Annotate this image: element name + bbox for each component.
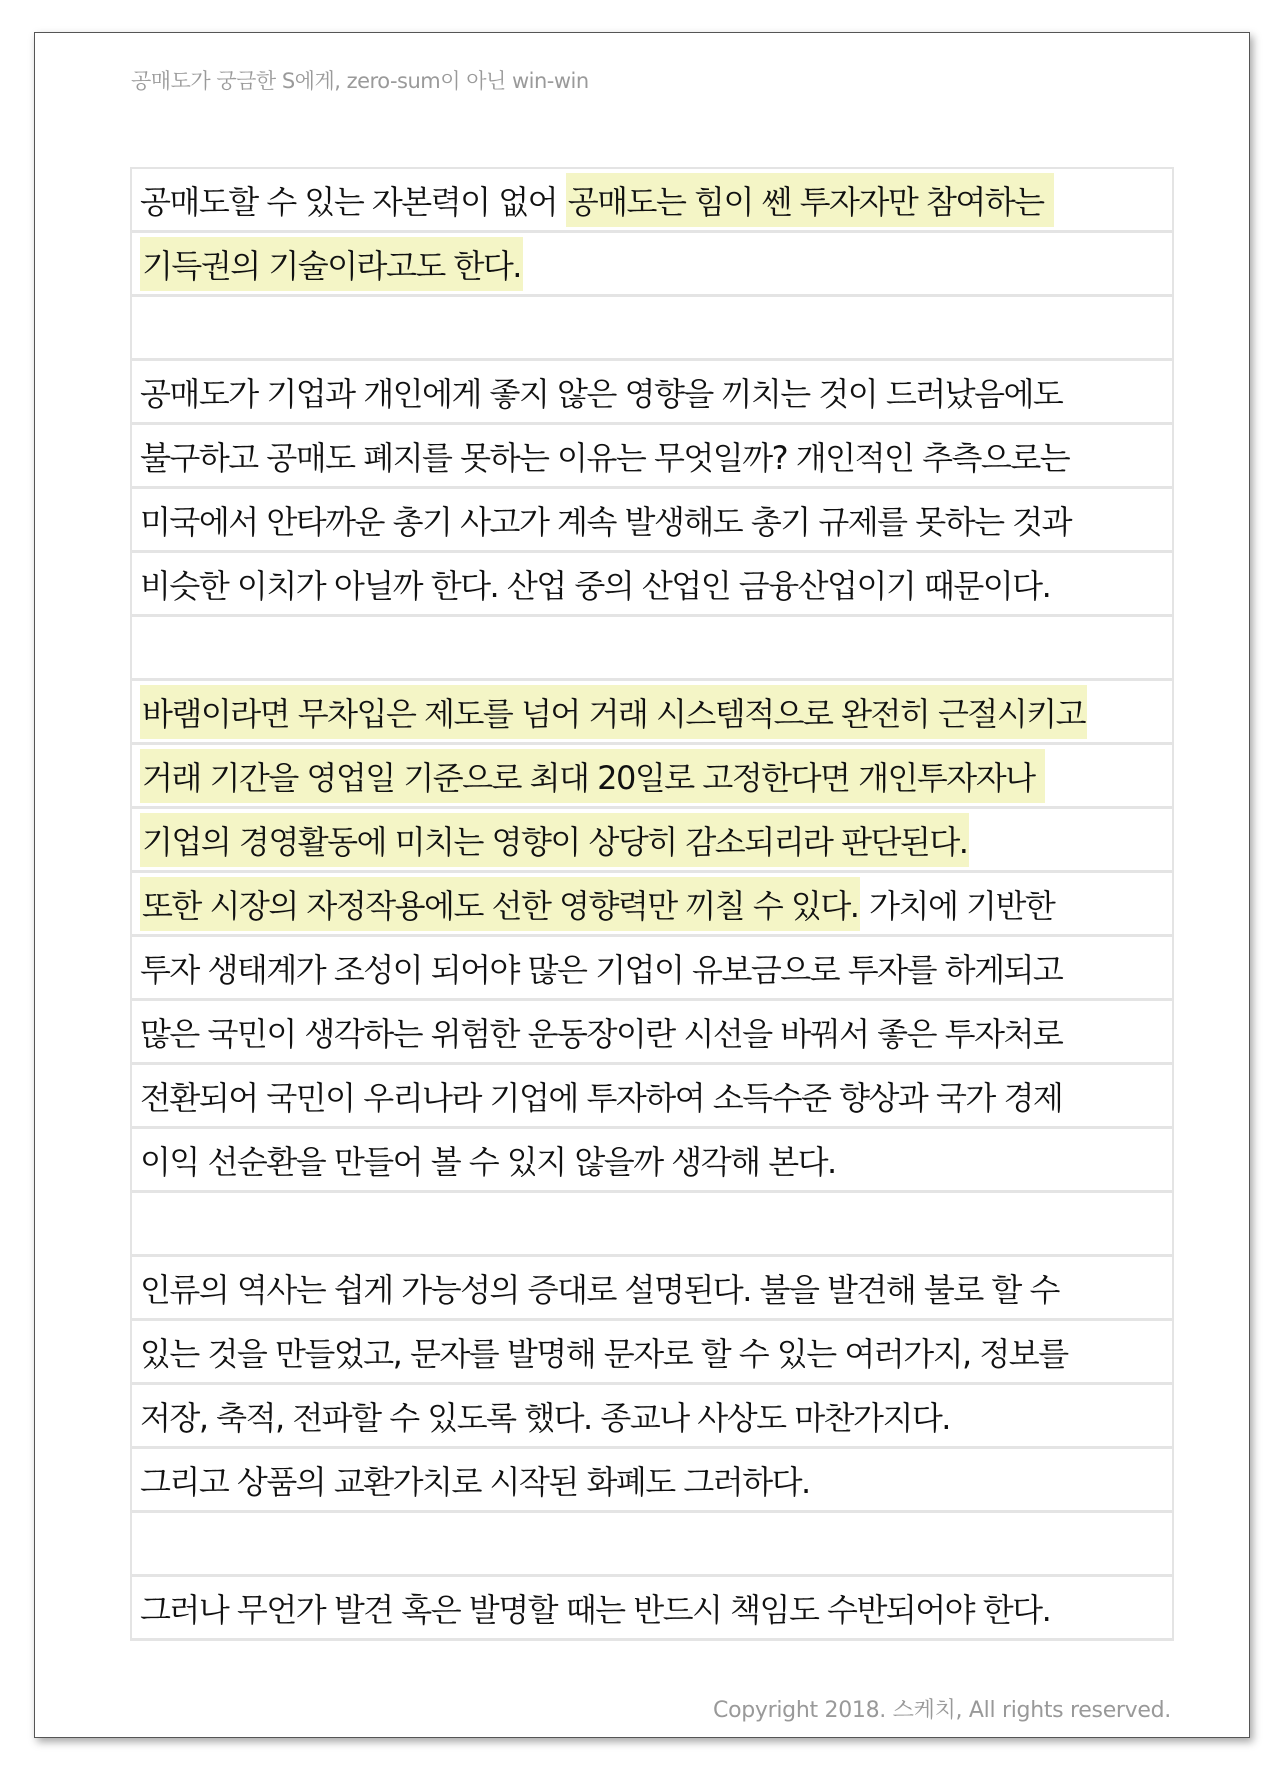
highlighted-text: 거래 기간을 영업일 기준으로 최대 20일로 고정한다면 개인투자자나 <box>140 749 1045 803</box>
text-row <box>132 1065 1172 1129</box>
body-text: 많은 국민이 생각하는 위험한 운동장이란 시선을 바꿔서 좋은 투자처로 <box>140 1014 1063 1053</box>
blank-row <box>132 1193 1172 1257</box>
text-row <box>132 169 1172 233</box>
body-text: 그리고 상품의 교환가치로 시작된 화폐도 그러하다. <box>140 1462 810 1501</box>
body-text: 공매도가 기업과 개인에게 좋지 않은 영향을 끼치는 것이 드러났음에도 <box>140 374 1063 413</box>
blank-row <box>132 1513 1172 1577</box>
blank-row <box>132 617 1172 681</box>
body-text: 미국에서 안타까운 총기 사고가 계속 발생해도 총기 규제를 못하는 것과 <box>140 502 1071 541</box>
highlighted-text: 기업의 경영활동에 미치는 영향이 상당히 감소되리라 판단된다. <box>140 813 969 867</box>
text-row <box>132 873 1172 937</box>
text-row <box>132 233 1172 297</box>
text-row <box>132 1577 1172 1641</box>
body-text: 인류의 역사는 쉽게 가능성의 증대로 설명된다. 불을 발견해 불로 할 수 <box>140 1270 1059 1309</box>
body-text: 투자 생태계가 조성이 되어야 많은 기업이 유보금으로 투자를 하게되고 <box>140 950 1063 989</box>
body-text: 전환되어 국민이 우리나라 기업에 투자하여 소득수준 향상과 국가 경제 <box>140 1078 1063 1117</box>
text-row <box>132 745 1172 809</box>
text-row <box>132 553 1172 617</box>
text-row <box>132 361 1172 425</box>
text-row <box>132 1129 1172 1193</box>
body-text: 가치에 기반한 <box>860 886 1055 925</box>
text-row <box>132 809 1172 873</box>
highlighted-text: 또한 시장의 자정작용에도 선한 영향력만 끼칠 수 있다. <box>140 877 860 931</box>
document-title: 공매도가 궁금한 S에게, zero-sum이 아닌 win-win <box>131 69 589 93</box>
highlighted-text: 바램이라면 무차입은 제도를 넘어 거래 시스템적으로 완전히 근절시키고 <box>140 685 1087 739</box>
highlighted-text: 공매도는 힘이 쎈 투자자만 참여하는 <box>566 173 1055 227</box>
body-text: 그러나 무언가 발견 혹은 발명할 때는 반드시 책임도 수반되어야 한다. <box>140 1590 1051 1629</box>
body-text: 공매도할 수 있는 자본력이 없어 <box>140 182 566 221</box>
text-row <box>132 489 1172 553</box>
body-text: 비슷한 이치가 아닐까 한다. 산업 중의 산업인 금융산업이기 때문이다. <box>140 566 1051 605</box>
body-text: 이익 선순환을 만들어 볼 수 있지 않을까 생각해 본다. <box>140 1142 836 1181</box>
body-text: 저장, 축적, 전파할 수 있도록 했다. 종교나 사상도 마찬가지다. <box>140 1398 950 1437</box>
text-row <box>132 1001 1172 1065</box>
text-row <box>132 937 1172 1001</box>
text-row <box>132 1257 1172 1321</box>
blank-row <box>132 297 1172 361</box>
text-table <box>130 167 1174 1641</box>
document-page <box>34 32 1250 1738</box>
text-row <box>132 425 1172 489</box>
text-row <box>132 1449 1172 1513</box>
text-row <box>132 681 1172 745</box>
copyright-notice: Copyright 2018. 스케치, All rights reserved. <box>713 1698 1171 1723</box>
text-row <box>132 1385 1172 1449</box>
body-text: 불구하고 공매도 폐지를 못하는 이유는 무엇일까? 개인적인 추측으로는 <box>140 438 1070 477</box>
text-row <box>132 1321 1172 1385</box>
highlighted-text: 기득권의 기술이라고도 한다. <box>140 237 523 291</box>
body-text: 있는 것을 만들었고, 문자를 발명해 문자로 할 수 있는 여러가지, 정보를 <box>140 1334 1068 1373</box>
